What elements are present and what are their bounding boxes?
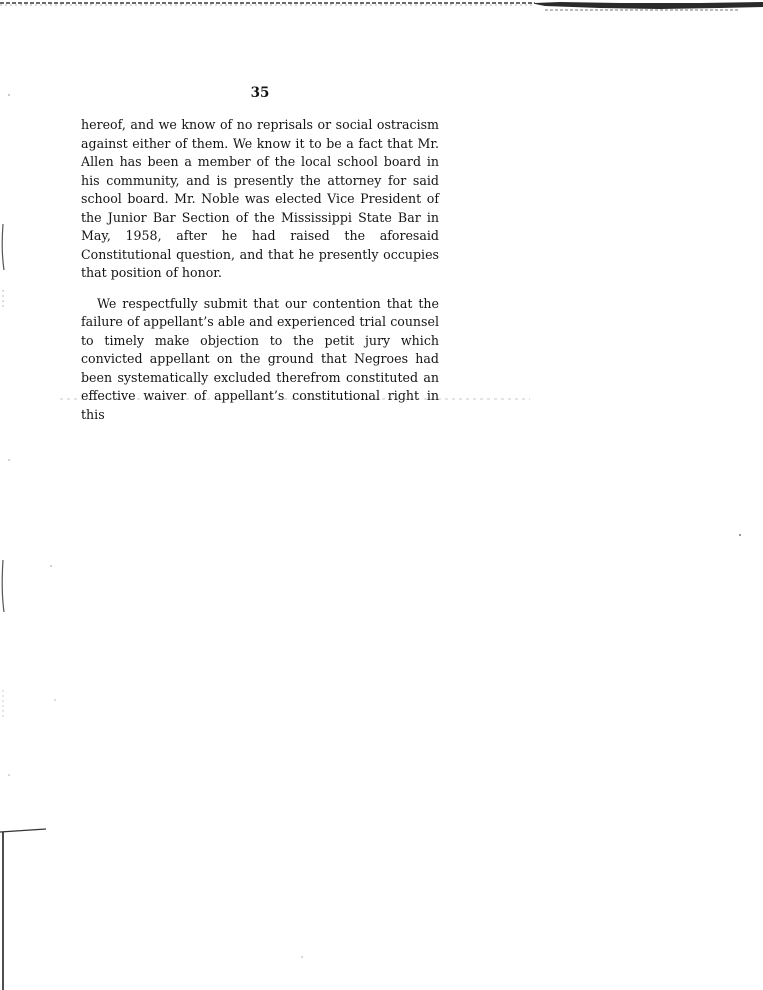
paragraph-continuation: hereof, and we know of no reprisals or social ostracism against either of them. We know it to be a fact that Mr. Allen has been a member of the local school board in his community, and is presently the attorney for said school board. Mr. Noble was elected Vice President of the Junior Bar Section of the Mississippi State Bar in May, 1958, after he had raised the aforesaid Constitutional question, and that he presently occupies that position of honor. [81, 117, 439, 280]
page-number: 35 [250, 85, 270, 101]
scan-left-edge-marks [0, 0, 60, 990]
paragraph-submission: We respectfully submit that our contention that the failure of appellant’s able and experienced trial counsel to timely make objection to the petit jury which convicted appellant on the ground that Negroes had been systematically excluded therefrom constituted an effective waiver of appellant’s constitutional right in this [81, 295, 439, 422]
text-column [81, 84, 439, 424]
scan-top-edge [0, 0, 763, 14]
